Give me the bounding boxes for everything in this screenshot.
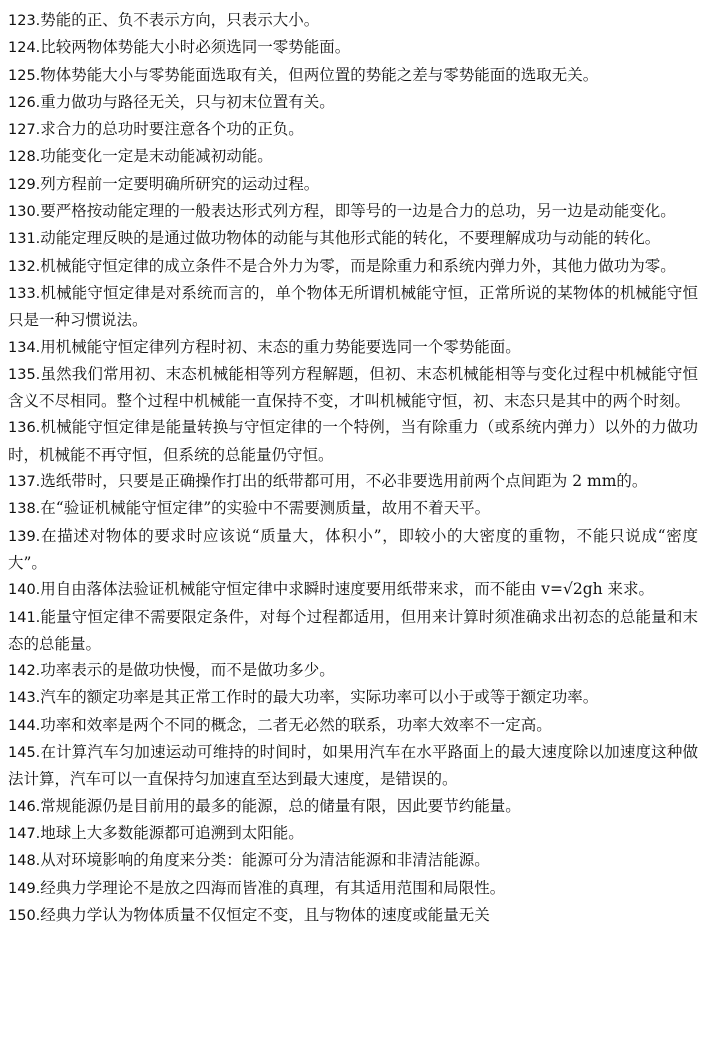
item-text: 选纸带时，只要是正确操作打出的纸带都可用，不必非要选用前两个点间距为 2 mm的。 [40,472,648,491]
list-item [8,576,698,603]
item-text: 机械能守恒定律的成立条件不是合外力为零，而是除重力和系统内弹力外，其他力做功为零。 [40,256,676,275]
item-text: 经典力学认为物体质量不仅恒定不变，且与物体的速度或能量无关 [40,905,490,924]
item-text: 在描述对物体的要求时应该说“质量大，体积小”，即较小的大密度的重物，不能只说成“密度大”。 [8,526,698,572]
list-item [8,820,698,847]
item-number: 135. [8,366,41,383]
list-item [8,34,698,61]
item-number: 133. [8,285,41,302]
list-item [8,361,698,415]
item-number: 145. [8,745,41,762]
item-text: 物体势能大小与零势能面选取有关，但两位置的势能之差与零势能面的选取无关。 [40,65,599,84]
list-item [8,253,698,280]
item-text: 机械能守恒定律是能量转换与守恒定律的一个特例，当有除重力（或系统内弹力）以外的力做功时，机械能不再守恒，但系统的总能量仍守恒。 [8,418,698,464]
item-number: 129. [8,176,41,193]
item-number: 147. [8,825,41,842]
item-text: 重力做功与路径无关，只与初末位置有关。 [40,92,335,111]
item-text: 功能变化一定是末动能减初动能。 [40,147,273,166]
item-number: 150. [8,907,41,924]
document-body [8,7,698,929]
item-text: 势能的正、负不表示方向，只表示大小。 [40,11,320,29]
item-number: 140. [8,582,41,599]
item-number: 124. [8,40,41,57]
list-item [8,657,698,684]
item-number: 125. [8,67,41,84]
item-text: 用机械能守恒定律列方程时初、末态的重力势能要选同一个零势能面。 [40,337,521,356]
item-number: 130. [8,204,41,221]
item-number: 136. [8,420,41,437]
item-number: 134. [8,339,41,356]
item-text: 求合力的总功时要注意各个功的正负。 [40,120,304,139]
item-number: 142. [8,663,41,680]
list-item [8,902,698,929]
item-text: 用自由落体法验证机械能守恒定律中求瞬时速度要用纸带来求，而不能由 v=√2gh 来求。 [40,580,655,599]
bottom-fade-overlay [0,984,715,1054]
item-text: 经典力学理论不是放之四海而皆准的真理，有其适用范围和局限性。 [40,878,506,897]
list-item [8,171,698,198]
list-item [8,414,698,468]
list-item [8,198,698,225]
item-text: 动能定理反映的是通过做功物体的动能与其他形式能的转化，不要理解成功与动能的转化。 [40,229,661,248]
item-text: 在计算汽车匀加速运动可维持的时间时，如果用汽车在水平路面上的最大速度除以加速度这种做法计算，汽车可以一直保持匀加速直至达到最大速度，是错误的。 [8,743,698,789]
item-number: 149. [8,880,41,897]
item-number: 138. [8,501,41,518]
item-text: 汽车的额定功率是其正常工作时的最大功率，实际功率可以小于或等于额定功率。 [40,688,599,707]
list-item [8,143,698,170]
list-item [8,225,698,252]
item-number: 128. [8,149,41,166]
item-text: 功率表示的是做功快慢，而不是做功多少。 [40,661,335,680]
item-text: 虽然我们常用初、末态机械能相等列方程解题，但初、末态机械能相等与变化过程中机械能守恒含义不尽相同。整个过程中机械能一直保持不变，才叫机械能守恒，初、末态只是其中的两个时刻。 [8,364,698,411]
item-text: 能量守恒定律不需要限定条件，对每个过程都适用，但用来计算时须准确求出初态的总能量和末态的总能量。 [8,607,698,653]
item-number: 126. [8,94,41,111]
item-text: 地球上大多数能源都可追溯到太阳能。 [40,823,304,842]
list-item [8,604,698,658]
item-number: 143. [8,690,41,707]
item-number: 141. [8,609,41,626]
item-number: 132. [8,258,41,275]
list-item [8,280,698,334]
list-item [8,712,698,739]
list-item [8,739,698,793]
item-text: 列方程前一定要明确所研究的运动过程。 [40,174,320,193]
list-item [8,495,698,522]
list-item [8,116,698,143]
item-number: 144. [8,717,41,734]
item-number: 137. [8,474,41,491]
item-text: 比较两物体势能大小时必须选同一零势能面。 [40,38,351,57]
item-text: 机械能守恒定律是对系统而言的，单个物体无所谓机械能守恒，正常所说的某物体的机械能守恒只是一种习惯说法。 [8,283,698,330]
list-item [8,7,698,34]
list-item [8,89,698,116]
item-text: 从对环境影响的角度来分类：能源可分为清洁能源和非清洁能源。 [40,851,490,870]
list-item [8,62,698,89]
item-number: 146. [8,798,41,815]
item-number: 148. [8,853,41,870]
item-number: 123. [8,13,41,29]
list-item [8,523,698,577]
item-number: 127. [8,122,41,139]
list-item [8,684,698,711]
list-item [8,334,698,361]
item-text: 常规能源仍是目前用的最多的能源，总的储量有限，因此要节约能量。 [40,796,521,815]
item-number: 139. [8,528,41,545]
item-text: 功率和效率是两个不同的概念，二者无必然的联系，功率大效率不一定高。 [40,715,552,734]
list-item [8,793,698,820]
list-item [8,847,698,874]
item-text: 在“验证机械能守恒定律”的实验中不需要测质量，故用不着天平。 [40,499,491,518]
list-item [8,468,698,495]
item-number: 131. [8,231,41,248]
list-item [8,875,698,902]
item-text: 要严格按动能定理的一般表达形式列方程，即等号的一边是合力的总功，另一边是动能变化。 [40,202,676,221]
